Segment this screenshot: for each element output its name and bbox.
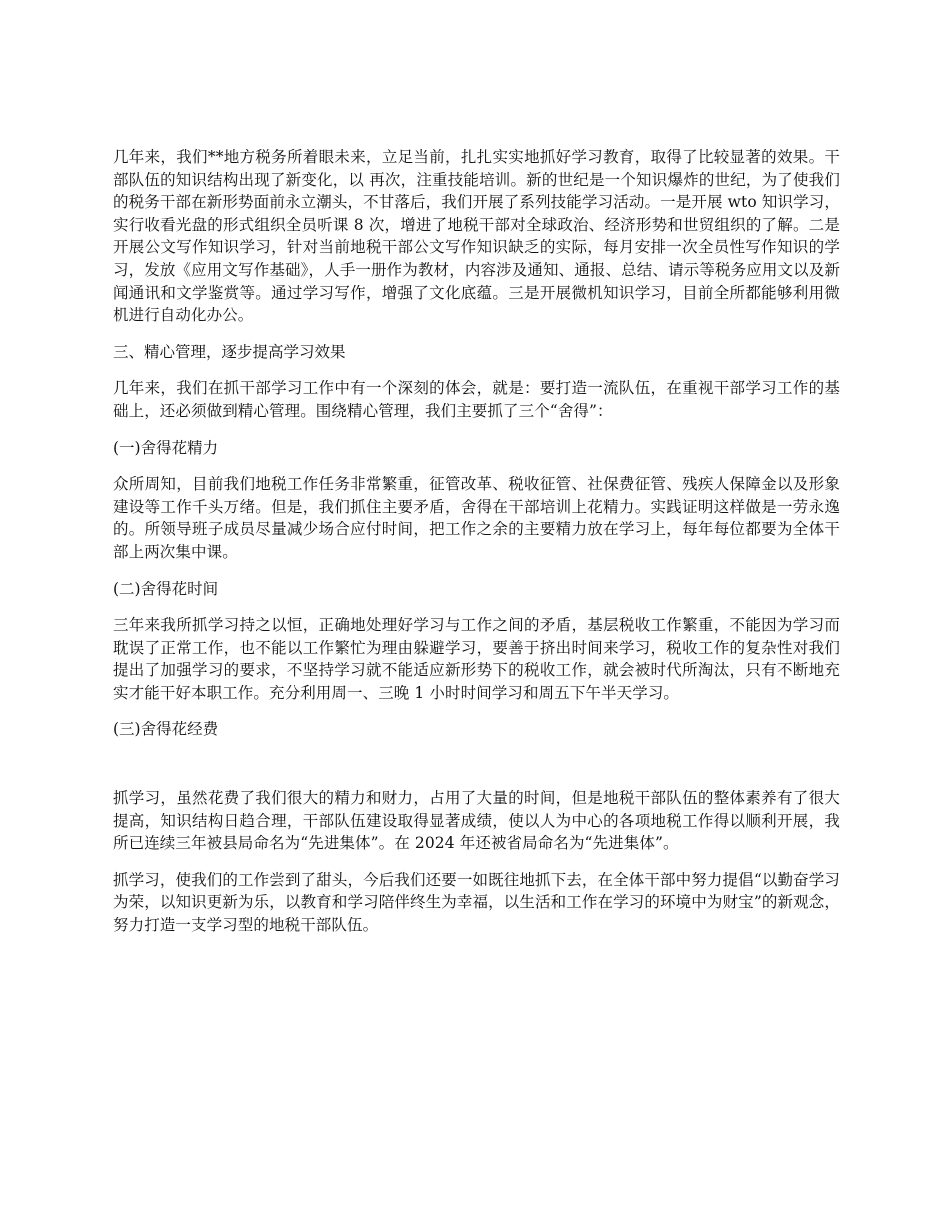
paragraph-skills-training: 几年来，我们**地方税务所着眼未来，立足当前，扎扎实实地抓好学习教育，取得了比较显著的效果。干部队伍的知识结构出现了新变化，以 再次，注重技能培训。新的世纪是一个知识爆炸的世纪，为了使我们的税务干部在新形势面前永立潮头，不甘落后，我们开展了系列技能学习活动。一是开展 wto 知识学习，实行收看光盘的形式组织全员听课 8 次，增进了地税干部对全球政治、经济形势和世贸组织的了解。二是开展公文写作知识学习，针对当前地税干部公文写作知识缺乏的实际，每月安排一次全员性写作知识的学习，发放《应用文写作基础》，人手一册作为教材，内容涉及通知、通报、总结、请示等税务应用文以及新闻通讯和文学鉴赏等。通过学习写作，增强了文化底蕴。三是开展微机知识学习，目前全所都能够利用微机进行自动化办公。: [113, 148, 840, 325]
paragraph-time: 三年来我所抓学习持之以恒，正确地处理好学习与工作之间的矛盾，基层税收工作繁重，不能因为学习而耽误了正常工作，也不能以工作繁忙为理由躲避学习，要善于挤出时间来学习，税收工作的复杂性对我们提出了加强学习的要求，不坚持学习就不能适应新形势下的税收工作，就会被时代所淘汰，只有不断地充实才能干好本职工作。充分利用周一、三晚 1 小时时间学习和周五下午半天学习。: [113, 616, 840, 702]
paragraph-management-intro: 几年来，我们在抓干部学习工作中有一个深刻的体会，就是：要打造一流队伍，在重视干部学习工作的基础上，还必须做到精心管理。围绕精心管理，我们主要抓了三个“舍得”：: [113, 379, 840, 420]
paragraph-results: 抓学习，虽然花费了我们很大的精力和财力，占用了大量的时间，但是地税干部队伍的整体素养有了很大提高，知识结构日趋合理，干部队伍建设取得显著成绩，使以人为中心的各项地税工作得以顺利开展，我所已连续三年被县局命名为“先进集体”。在 2024 年还被省局命名为“先进集体”。: [113, 789, 840, 853]
document-body: [113, 146, 840, 937]
subheading-energy: (一)舍得花精力: [113, 438, 219, 457]
subheading-time: (二)舍得花时间: [113, 579, 219, 598]
paragraph-energy: 众所周知，目前我们地税工作任务非常繁重，征管改革、税收征管、社保费征管、残疾人保障金以及形象建设等工作千头万绪。但是，我们抓住主要矛盾，舍得在干部培训上花精力。实践证明这样做是一劳永逸的。所领导班子成员尽量减少场合应付时间，把工作之余的主要精力放在学习上，每年每位都要为全体干部上两次集中课。: [113, 475, 840, 561]
paragraph-conclusion: 抓学习，使我们的工作尝到了甜头，今后我们还要一如既往地抓下去，在全体干部中努力提倡“以勤奋学习为荣，以知识更新为乐，以教育和学习陪伴终生为幸福，以生活和工作在学习的环境中为财宝”的新观念，努力打造一支学习型的地税干部队伍。: [113, 870, 840, 935]
subheading-funds: (三)舍得花经费: [113, 720, 219, 739]
section-heading-management: 三、精心管理，逐步提高学习效果: [113, 342, 346, 361]
